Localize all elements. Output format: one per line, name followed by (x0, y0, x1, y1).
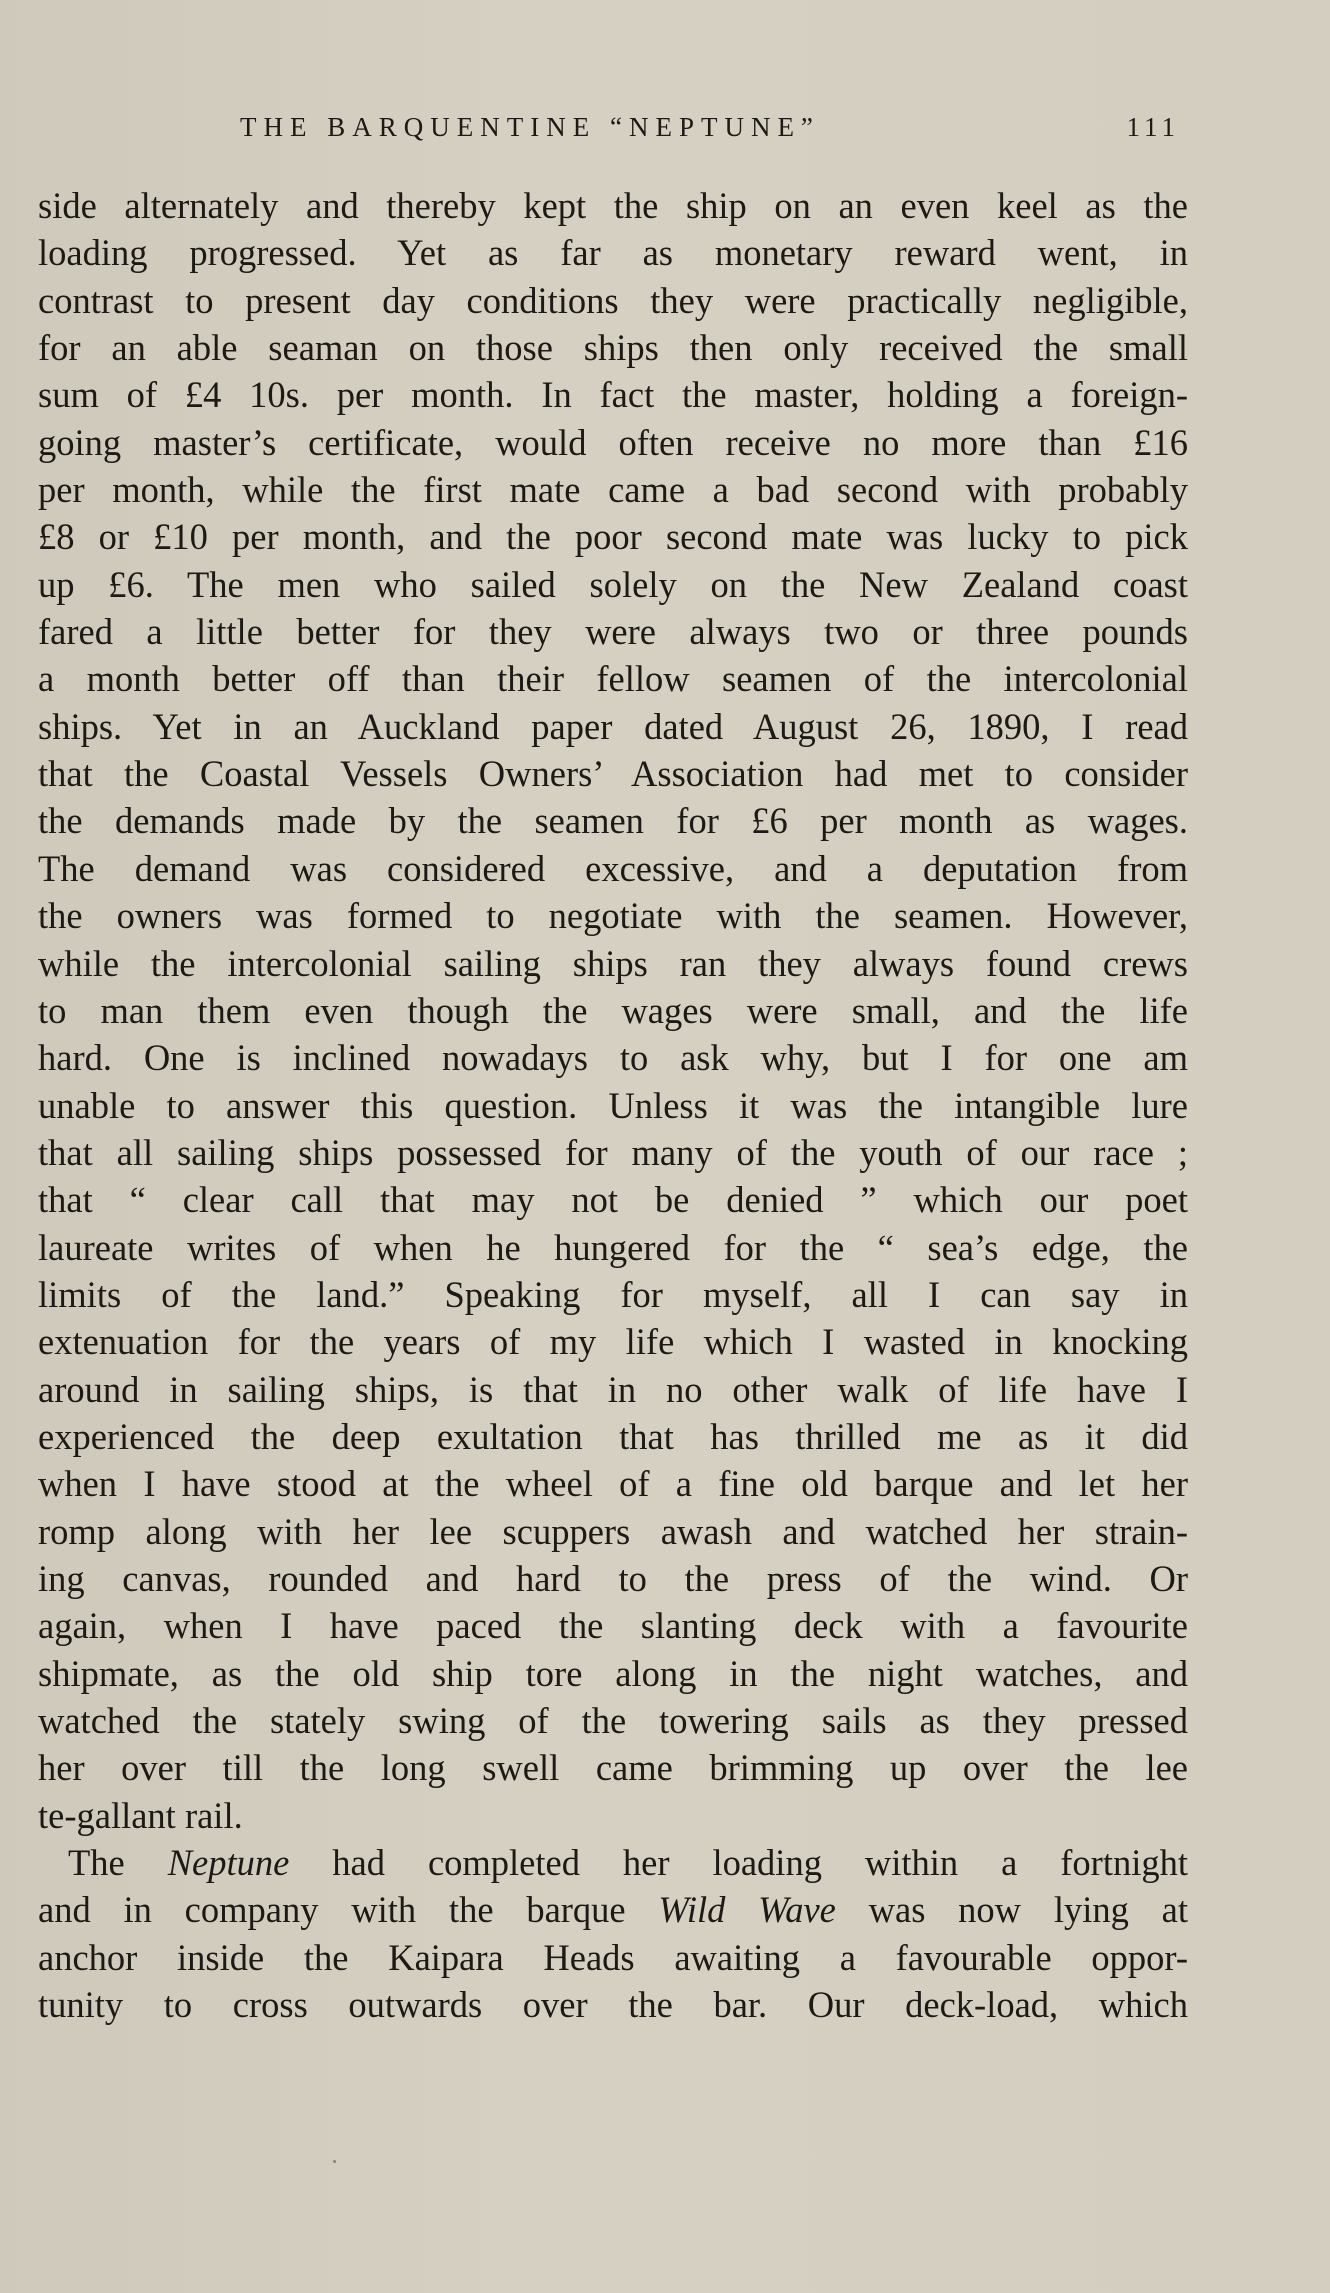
text-line: unable to answer this question. Unless it was the intangible lure (38, 1084, 1188, 1126)
text-line: fared a little better for they were always two or three pounds (38, 611, 1188, 653)
line-text: and in company with the barque (38, 1889, 659, 1931)
text-line: contrast to present day conditions they were practically negligible, (38, 279, 1188, 321)
text-line: her over till the long swell came brimming up over the lee (38, 1747, 1188, 1789)
text-line: that “ clear call that may not be denied ” which our poet (38, 1179, 1188, 1221)
text-line: when I have stood at the wheel of a fine old barque and let her (38, 1463, 1188, 1505)
text-line: te-gallant rail. (38, 1794, 243, 1836)
text-line: anchor inside the Kaipara Heads awaiting a favourable oppor- (38, 1936, 1188, 1978)
line-text: The (68, 1842, 168, 1884)
paragraph-2 (38, 1839, 1188, 2028)
line-text: was now lying at (835, 1889, 1188, 1931)
text-line: while the intercolonial sailing ships ran they always found crews (38, 942, 1188, 984)
text-line: romp along with her lee scuppers awash and watched her strain- (38, 1510, 1188, 1552)
text-line: going master’s certificate, would often receive no more than £16 (38, 421, 1188, 463)
text-line: limits of the land.” Speaking for myself, all I can say in (38, 1273, 1188, 1315)
text-line: that all sailing ships possessed for many of the youth of our race ; (38, 1131, 1188, 1173)
text-line: loading progressed. Yet as far as monetary reward went, in (38, 232, 1188, 274)
text-line: again, when I have paced the slanting deck with a favourite (38, 1605, 1188, 1647)
text-line: a month better off than their fellow seamen of the intercolonial (38, 658, 1188, 700)
text-line: side alternately and thereby kept the ship on an even keel as the (38, 185, 1188, 226)
text-line: £8 or £10 per month, and the poor second mate was lucky to pick (38, 516, 1188, 558)
text-line: to man them even though the wages were small, and the life (38, 989, 1188, 1031)
text-line: up £6. The men who sailed solely on the New Zealand coast (38, 563, 1188, 605)
text-line: hard. One is inclined nowadays to ask why, but I for one am (38, 1037, 1188, 1079)
running-head (240, 112, 1180, 152)
text-line: around in sailing ships, is that in no other walk of life have I (38, 1368, 1188, 1410)
text-line: extenuation for the years of my life which I wasted in knocking (38, 1321, 1188, 1363)
text-line: sum of £4 10s. per month. In fact the master, holding a foreign- (38, 374, 1188, 416)
text-line: experienced the deep exultation that has thrilled me as it did (38, 1415, 1188, 1457)
text-line: the demands made by the seamen for £6 per month as wages. (38, 800, 1188, 842)
paragraph-1 (38, 182, 1188, 1839)
text-line: per month, while the first mate came a bad second with probably (38, 469, 1188, 511)
ship-name: Neptune (167, 1842, 290, 1884)
text-line: The demand was considered excessive, and a deputation from (38, 847, 1188, 889)
text-line: ships. Yet in an Auckland paper dated August 26, 1890, I read (38, 705, 1188, 747)
text-line: ing canvas, rounded and hard to the press of the wind. Or (38, 1557, 1188, 1599)
body-text (38, 182, 1188, 2028)
text-line (38, 1886, 1188, 1933)
text-line: shipmate, as the old ship tore along in the night watches, and (38, 1652, 1188, 1694)
page-number: 111 (1126, 112, 1180, 142)
text-line: tunity to cross outwards over the bar. Our deck-load, which (38, 1984, 1188, 2026)
ship-name: Wild Wave (658, 1889, 836, 1931)
text-line: watched the stately swing of the towering sails as they pressed (38, 1700, 1188, 1741)
text-line (38, 1839, 1188, 1886)
line-text: had completed her loading within a fortnight (289, 1842, 1189, 1884)
text-line: that the Coastal Vessels Owners’ Association had met to consider (38, 753, 1188, 795)
text-line: for an able seaman on those ships then only received the small (38, 327, 1188, 369)
text-line: laureate writes of when he hungered for the “ sea’s edge, the (38, 1226, 1188, 1268)
chapter-title: THE BARQUENTINE “NEPTUNE” (240, 112, 820, 142)
paper-speck (333, 2160, 336, 2163)
text-line: the owners was formed to negotiate with the seamen. However, (38, 895, 1188, 937)
